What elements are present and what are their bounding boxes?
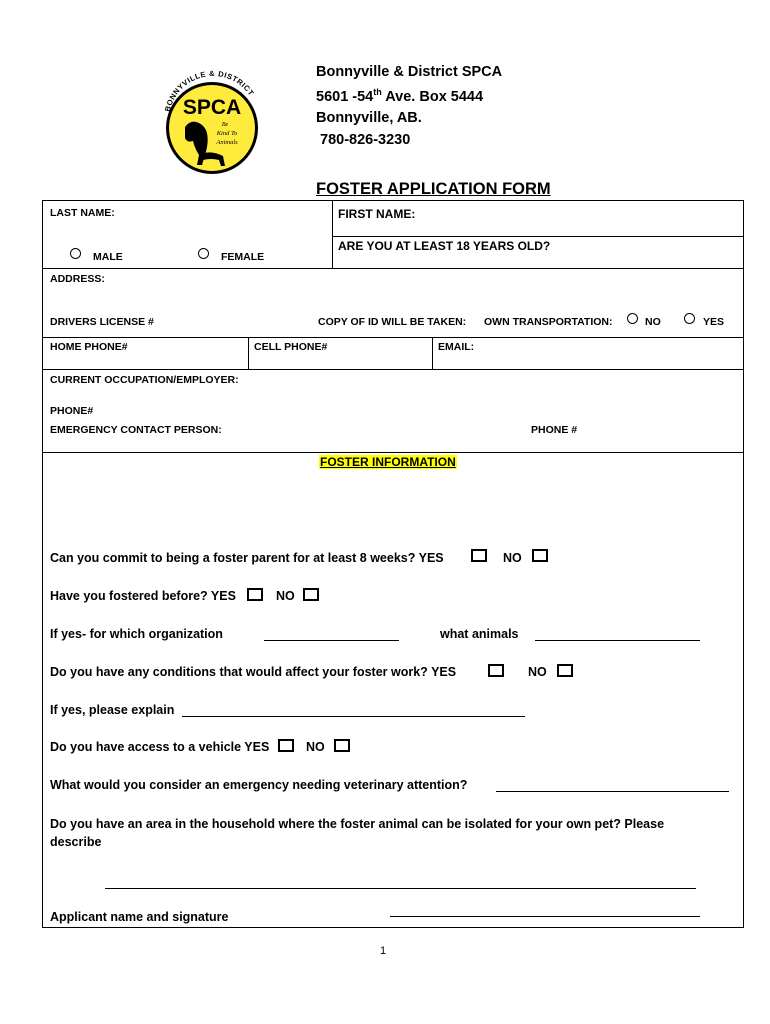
- grid-line: [432, 337, 433, 369]
- q-isolation-describe: describe: [50, 835, 102, 849]
- animals-line[interactable]: [535, 640, 700, 641]
- transport-yes-radio[interactable]: [684, 313, 695, 324]
- q-commit-8-weeks: Can you commit to being a foster parent for at least 8 weeks? YES: [50, 551, 444, 565]
- logo-name: SPCA: [182, 96, 242, 119]
- female-label: FEMALE: [221, 251, 265, 263]
- isolation-line[interactable]: [105, 888, 696, 889]
- explain-line[interactable]: [182, 716, 525, 717]
- male-label: MALE: [93, 251, 123, 263]
- grid-line: [42, 369, 744, 370]
- street-box: Ave. Box 5444: [381, 88, 484, 105]
- q-fostered-no-label: NO: [276, 589, 295, 603]
- female-radio[interactable]: [198, 248, 209, 259]
- q-conditions-no-checkbox[interactable]: [557, 664, 573, 677]
- q-fostered-no-checkbox[interactable]: [303, 588, 319, 601]
- org-phone: 780-826-3230: [320, 132, 411, 148]
- form-title: FOSTER APPLICATION FORM: [316, 180, 551, 198]
- q-conditions: Do you have any conditions that would affect your foster work? YES: [50, 665, 457, 679]
- grid-line: [42, 268, 744, 269]
- emergency-phone-label: PHONE #: [531, 424, 578, 436]
- page-number: 1: [380, 945, 387, 957]
- drivers-license-label: DRIVERS LICENSE #: [50, 316, 154, 328]
- emergency-line[interactable]: [496, 791, 729, 792]
- q-vehicle: Do you have access to a vehicle YES: [50, 740, 270, 754]
- emergency-contact-label: EMERGENCY CONTACT PERSON:: [50, 424, 222, 436]
- transport-no-radio[interactable]: [627, 313, 638, 324]
- grid-line: [42, 337, 744, 338]
- grid-line: [42, 200, 744, 201]
- q-organization: If yes- for which organization: [50, 627, 223, 641]
- logo-tagline-3: Animals: [216, 139, 238, 146]
- q-vehicle-no-label: NO: [306, 740, 325, 754]
- first-name-label: FIRST NAME:: [338, 207, 416, 221]
- employer-phone-label: PHONE#: [50, 405, 94, 417]
- q-fostered-before: Have you fostered before? YES: [50, 589, 236, 603]
- spca-logo: [155, 62, 270, 177]
- address-label: ADDRESS:: [50, 273, 105, 285]
- transport-yes-label: YES: [703, 316, 725, 328]
- q-isolation: Do you have an area in the household where the foster animal can be isolated for your own pet? Please: [50, 817, 665, 831]
- org-city: Bonnyville, AB.: [316, 110, 422, 126]
- q-commit-no-checkbox[interactable]: [532, 549, 548, 562]
- q-vehicle-no-checkbox[interactable]: [334, 739, 350, 752]
- q-explain: If yes, please explain: [50, 703, 175, 717]
- signature-label: Applicant name and signature: [50, 910, 229, 924]
- occupation-label: CURRENT OCCUPATION/EMPLOYER:: [50, 374, 239, 386]
- grid-line: [248, 337, 249, 369]
- grid-line: [332, 200, 333, 268]
- own-transport-label: OWN TRANSPORTATION:: [484, 316, 613, 328]
- org-street: [316, 87, 483, 105]
- age-question: ARE YOU AT LEAST 18 YEARS OLD?: [338, 239, 551, 253]
- q-conditions-yes-checkbox[interactable]: [488, 664, 504, 677]
- q-commit-no-label: NO: [503, 551, 522, 565]
- logo-arc-text: BONNYVILLE & DISTRICT: [162, 68, 256, 113]
- grid-line: [743, 200, 744, 927]
- q-vehicle-yes-checkbox[interactable]: [278, 739, 294, 752]
- home-phone-label: HOME PHONE#: [50, 341, 128, 353]
- email-label: EMAIL:: [438, 341, 475, 353]
- q-commit-yes-checkbox[interactable]: [471, 549, 487, 562]
- organization-line[interactable]: [264, 640, 399, 641]
- q-emergency: What would you consider an emergency needing veterinary attention?: [50, 778, 468, 792]
- logo-tagline-1: Be: [221, 122, 229, 128]
- logo-tagline-2: Kind To: [216, 130, 238, 137]
- street-number: 5601 -54: [316, 88, 374, 105]
- last-name-label: LAST NAME:: [50, 207, 115, 219]
- q-what-animals: what animals: [440, 627, 519, 641]
- copy-id-label: COPY OF ID WILL BE TAKEN:: [318, 316, 467, 328]
- grid-line: [332, 236, 744, 237]
- grid-line: [42, 927, 744, 928]
- transport-no-label: NO: [645, 316, 661, 328]
- grid-line: [42, 200, 43, 927]
- grid-line: [42, 452, 744, 453]
- cell-phone-label: CELL PHONE#: [254, 341, 328, 353]
- street-ordinal: th: [373, 87, 382, 97]
- signature-line[interactable]: [390, 916, 700, 917]
- q-fostered-yes-checkbox[interactable]: [247, 588, 263, 601]
- org-name: Bonnyville & District SPCA: [316, 64, 503, 80]
- foster-info-heading: FOSTER INFORMATION: [320, 455, 456, 469]
- male-radio[interactable]: [70, 248, 81, 259]
- q-conditions-no-label: NO: [528, 665, 547, 679]
